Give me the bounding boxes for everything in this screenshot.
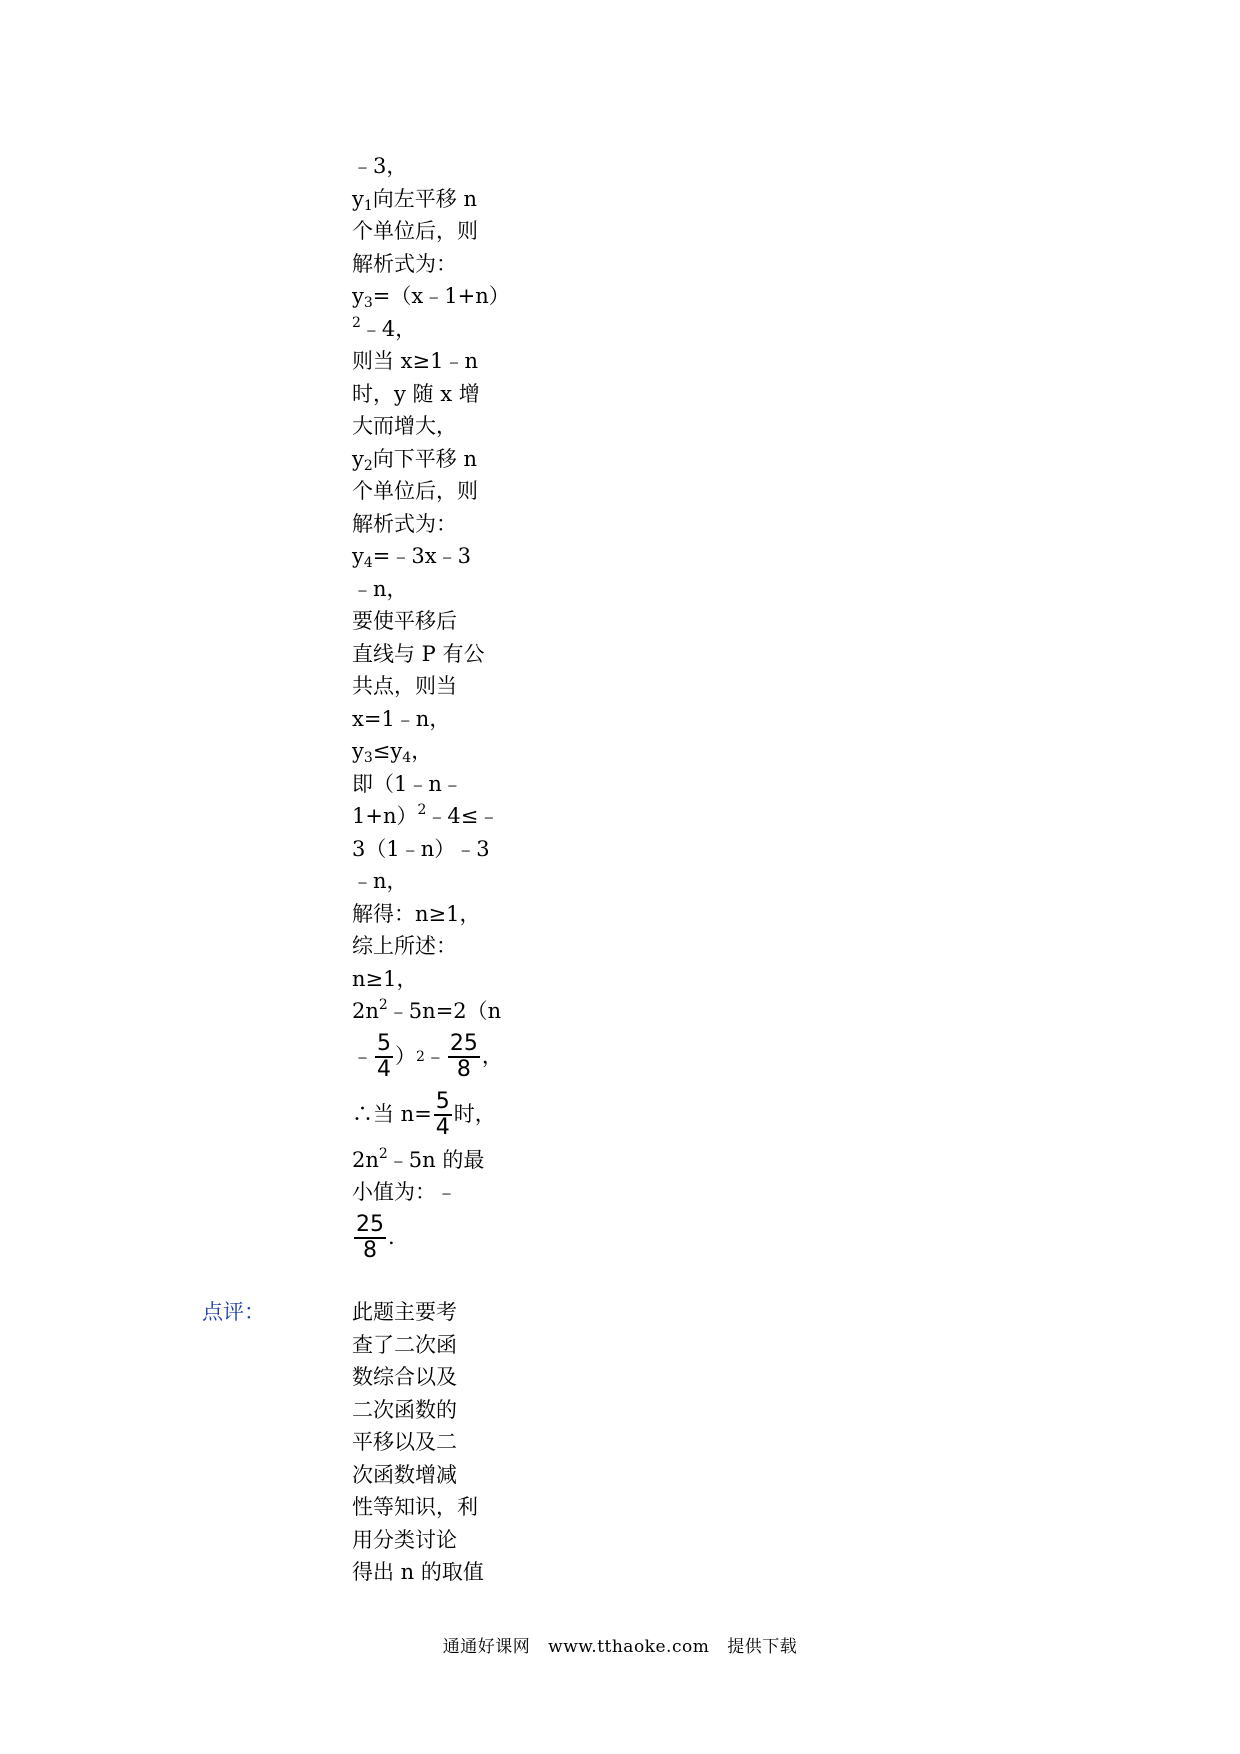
fraction: $\frac{25}{8}$ [449,1030,478,1082]
text-line: 此题主要考 [352,1300,457,1324]
text-line: 3（1﹣n）﹣3 [352,836,490,861]
text-line: 次函数增减 [352,1462,457,1487]
fraction: $\frac{5}{4}$ [435,1088,450,1140]
text-line: 共点，则当 [352,674,457,698]
text-line: 小值为：﹣ [352,1180,457,1204]
solution-text [352,150,510,1267]
text-line: 二次函数的 [352,1397,457,1422]
text-line: 查了二次函 [352,1332,457,1357]
footer-suffix: 提供下载 [727,1637,798,1657]
text-line: ﹣n， [352,576,408,601]
text-line: 得出 n 的取值 [352,1560,484,1584]
text-line: 解得：n≥1， [352,901,481,926]
text-line: $y_2$向下平移 n [352,446,477,474]
comment-text [352,1296,492,1589]
text-line: $y_3\le y_4$， [352,739,433,766]
text-line: 1+n）$^2$﹣4≤﹣ [352,802,500,828]
text-line: 解析式为： [352,511,457,536]
text-line: 平移以及二 [352,1430,457,1454]
text-line: $2n^2﹣5n=2(n$ [352,997,502,1023]
text-line: 则当 x≥1﹣n [352,349,478,373]
text-line: 数综合以及 [352,1365,457,1389]
formula-line: ﹣ $\frac{5}{4}$ ） 2 ﹣ $\frac{25}{8}$ ， [352,1030,503,1082]
page-footer [0,1632,1240,1657]
text-line: 即（1﹣n﹣ [352,771,463,796]
text-line: ﹣n， [352,869,408,893]
text-line: $y_4=﹣3x﹣3$ [352,544,471,571]
text-line: 用分类讨论 [352,1527,457,1552]
formula-line: $\frac{25}{8}$ . [356,1211,395,1263]
text-line: ﹣3， [352,154,408,178]
text-line: n≥1， [352,966,418,991]
text-line: 直线与 P 有公 [352,641,485,666]
text-line: $^2$﹣4， [352,314,417,341]
text-line: 个单位后，则 [352,479,478,503]
comment-label: 点评： [202,1300,265,1324]
text-line: $y_3=(x﹣1+n)$ [352,284,510,311]
text-line: 要使平移后 [352,609,457,633]
formula-line: ∴当 n= $\frac{5}{4}$ 时， [352,1088,496,1140]
footer-url[interactable]: www.tthaoke.com [548,1637,710,1657]
text-line: 时，y 随 x 增 [352,381,480,406]
text-line: 性等知识，利 [352,1495,478,1519]
text-line: 个单位后，则 [352,219,478,243]
fraction: $\frac{25}{8}$ [356,1211,384,1263]
text-line: $2n^2﹣5n$ 的最 [352,1145,485,1172]
text-line: 大而增大， [352,414,457,438]
text-line: 综上所述： [352,934,457,958]
text-line: 解析式为： [352,251,457,276]
text-line: $y_1$向左平移 n [352,186,477,214]
fraction: $\frac{5}{4}$ [377,1030,391,1082]
text-line: x=1﹣n， [352,706,451,731]
footer-site-name: 通通好课网 [442,1637,531,1657]
